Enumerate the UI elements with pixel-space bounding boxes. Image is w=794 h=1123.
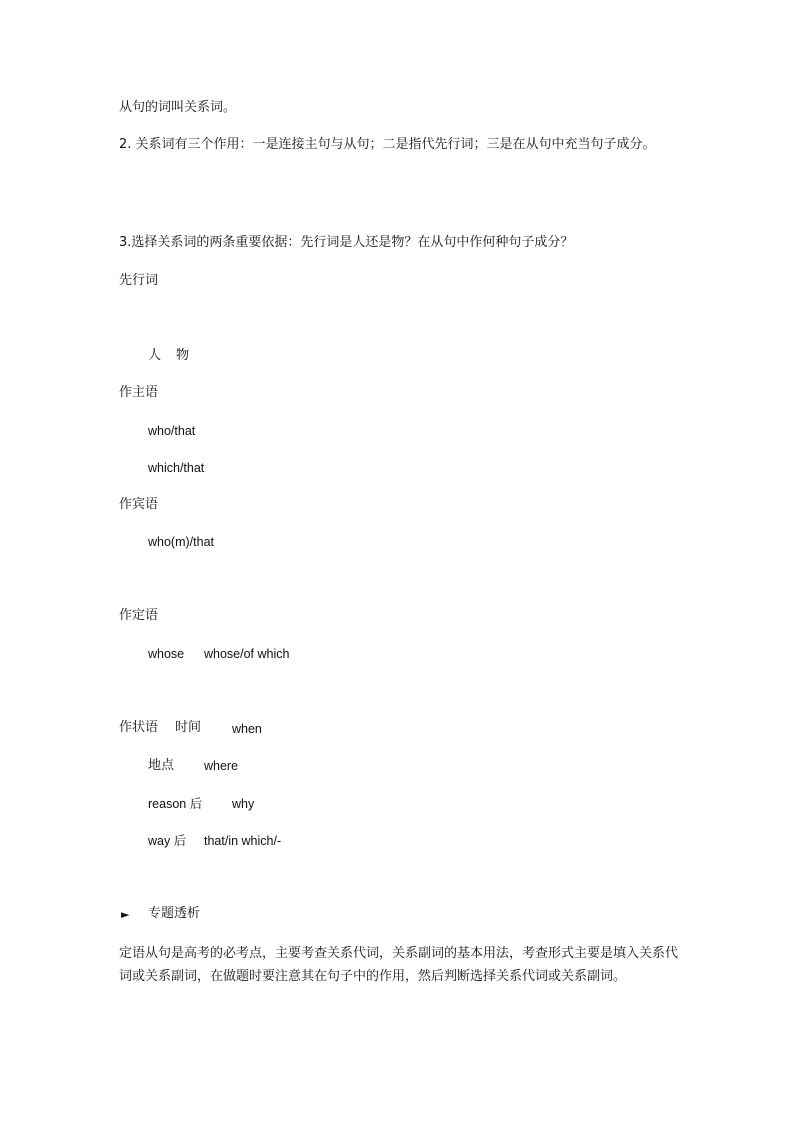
- subject-label: 作主语: [119, 385, 159, 400]
- subject-thing-word: which/that: [148, 461, 205, 475]
- attributive-person-word: whose: [148, 647, 185, 661]
- intro-fragment: 从句的词叫关系词。: [119, 100, 237, 115]
- antecedent-header: 先行词: [119, 273, 159, 288]
- subject-person-word: who/that: [148, 424, 196, 438]
- adverbial-word-where: where: [204, 759, 239, 773]
- adverbial-word-when: when: [232, 722, 262, 736]
- point-2-paragraph: 2. 关系词有三个作用：一是连接主句与从句；二是指代先行词；三是在从句中充当句子成分。: [119, 137, 656, 152]
- adverbial-word-that-in-which: that/in which/-: [204, 834, 282, 848]
- point-3-paragraph: 3.选择关系词的两条重要依据：先行词是人还是物？在从句中作何种句子成分？: [119, 235, 574, 250]
- adverbial-label: 作状语: [119, 720, 159, 735]
- object-label: 作宾语: [119, 497, 159, 512]
- section-title: 专题透析: [148, 906, 201, 921]
- adverbial-condition-time: 时间: [175, 720, 202, 735]
- adverbial-condition-way: way 后: [148, 834, 187, 848]
- column-person: 人: [148, 348, 162, 363]
- attributive-thing-word: whose/of which: [204, 647, 290, 661]
- section-body-paragraph: 定语从句是高考的必考点，主要考查关系代词，关系副词的基本用法，考查形式主要是填入关系代词或关系副词，在做题时要注意其在句子中的作用，然后判断选择关系代词或关系副词。: [119, 946, 679, 984]
- adverbial-word-why: why: [232, 797, 255, 811]
- bullet-triangle-icon: ►: [121, 908, 130, 921]
- adverbial-condition-reason: reason 后: [148, 797, 203, 811]
- adverbial-condition-place: 地点: [148, 758, 175, 773]
- attributive-label: 作定语: [119, 608, 159, 623]
- column-thing: 物: [176, 348, 190, 363]
- object-person-word: who(m)/that: [148, 535, 214, 549]
